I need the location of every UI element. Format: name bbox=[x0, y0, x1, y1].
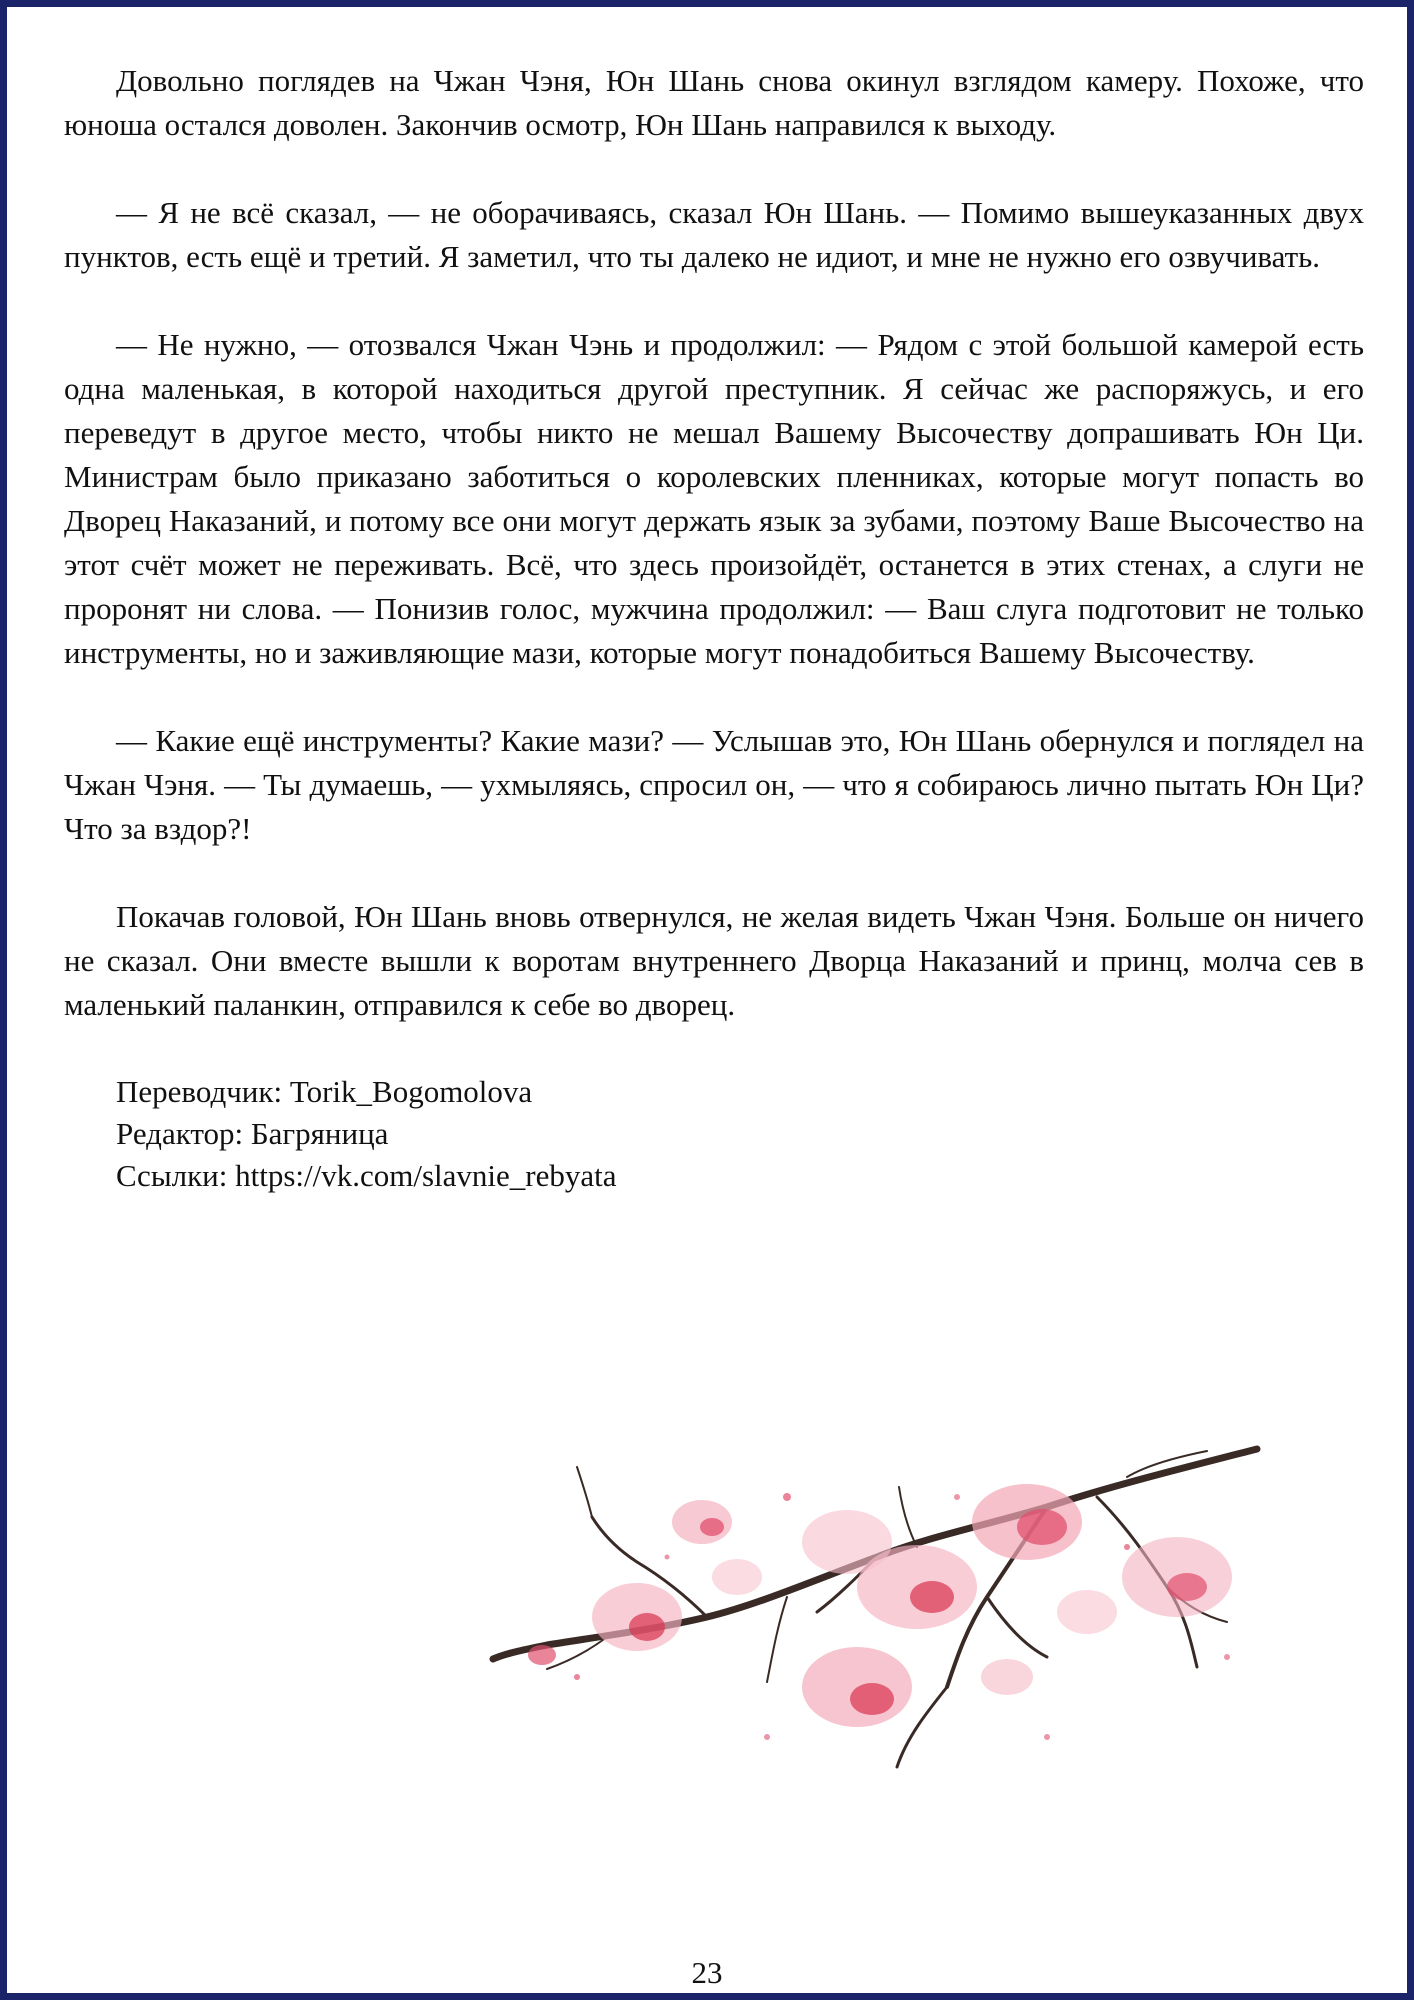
blossom-clusters bbox=[528, 1484, 1232, 1740]
cherry-blossom-branch-illustration bbox=[487, 1437, 1267, 1797]
translator-credit: Переводчик: Torik_Bogomolova bbox=[116, 1074, 533, 1109]
page-body bbox=[64, 59, 1364, 1197]
paragraph-5: Покачав головой, Юн Шань вновь отвернулся, не желая видеть Чжан Чэня. Больше он ничего не сказал. Они вместе вышли к воротам внутреннего Дворца Наказаний и принц, молча сев в маленький паланкин, отправился к себе во дворец. bbox=[64, 899, 1364, 1022]
paragraph-1: Довольно поглядев на Чжан Чэня, Юн Шань снова окинул взглядом камеру. Похоже, что юноша остался доволен. Закончив осмотр, Юн Шань направился к выходу. bbox=[64, 63, 1364, 142]
links-credit: Ссылки: https://vk.com/slavnie_rebyata bbox=[116, 1158, 617, 1193]
paragraph-4: — Какие ещё инструменты? Какие мази? — Услышав это, Юн Шань обернулся и поглядел на Чжан Чэня. — Ты думаешь, — ухмыляясь, спросил он, — что я собираюсь лично пытать Юн Ци? Что за вздор?! bbox=[64, 723, 1364, 846]
page-number: 23 bbox=[691, 1955, 723, 1990]
credits-block bbox=[64, 1071, 1364, 1197]
editor-credit: Редактор: Багряница bbox=[116, 1116, 389, 1151]
paragraph-3: — Не нужно, — отозвался Чжан Чэнь и продолжил: — Рядом с этой большой камерой есть одна маленькая, в которой находиться другой преступник. Я сейчас же распоряжусь, и его переведут в другое место, чтобы никто не мешал Вашему Высочеству допрашивать Юн Ци. Министрам было приказано заботиться о королевских пленниках, которые могут попасть во Дворец Наказаний, и потому все они могут держать язык за зубами, поэтому Ваше Высочество на этот счёт может не переживать. Всё, что здесь произойдёт, останется в этих стенах, а слуги не проронят ни слова. — Понизив голос, мужчина продолжил: — Ваш слуга подготовит не только инструменты, но и заживляющие мази, которые могут понадобиться Вашему Высочеству. bbox=[64, 327, 1364, 670]
paragraph-2: — Я не всё сказал, — не оборачиваясь, сказал Юн Шань. — Помимо вышеуказанных двух пунктов, есть ещё и третий. Я заметил, что ты далеко не идиот, и мне не нужно его озвучивать. bbox=[64, 195, 1364, 274]
